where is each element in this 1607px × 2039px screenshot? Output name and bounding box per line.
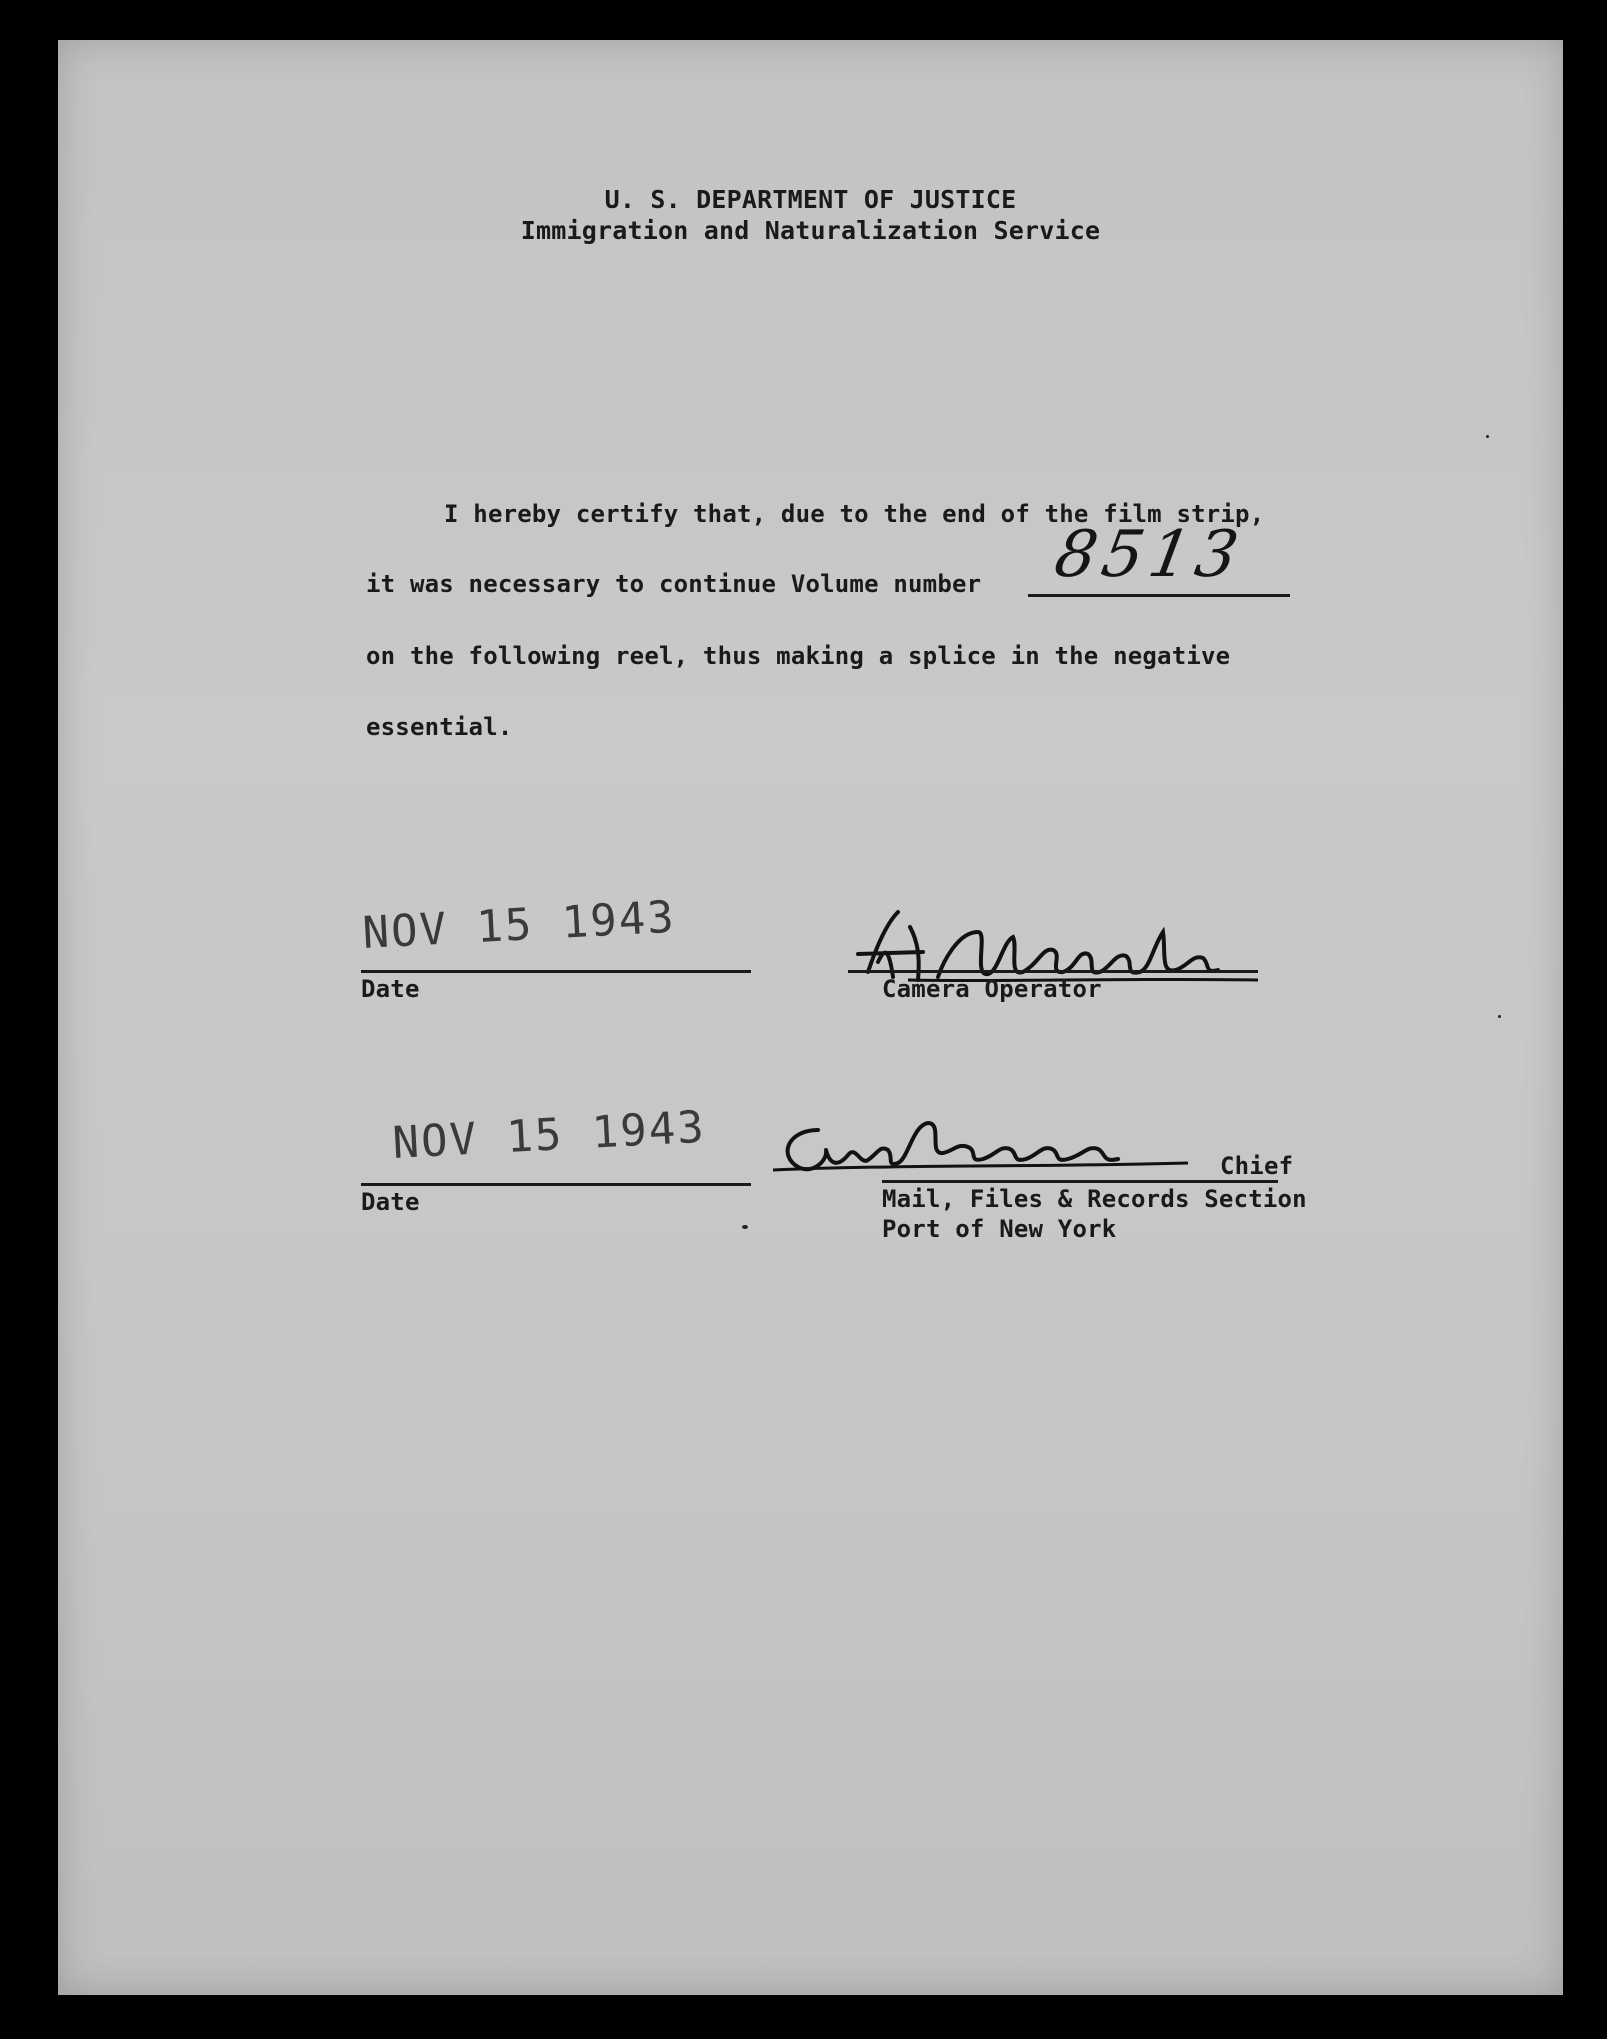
chief-section-line: Mail, Files & Records Section xyxy=(882,1185,1307,1213)
certification-line-4: essential. xyxy=(366,713,513,741)
date-stamp-1: NOV 15 1943 xyxy=(361,891,677,959)
certification-line-3: on the following reel, thus making a splice in the negative xyxy=(366,642,1231,670)
paper-speck xyxy=(1486,435,1489,438)
chief-title: Chief xyxy=(1220,1152,1294,1180)
paper-speck xyxy=(1498,1015,1501,1018)
date-label-1: Date xyxy=(361,975,420,1003)
handwritten-volume-number: 8513 xyxy=(1049,518,1250,592)
chief-port-line: Port of New York xyxy=(882,1215,1117,1243)
certification-line-2: it was necessary to continue Volume number xyxy=(366,570,982,598)
department-heading: U. S. DEPARTMENT OF JUSTICE xyxy=(604,185,1017,214)
certification-line-1: I hereby certify that, due to the end of the film strip, xyxy=(444,500,1265,528)
chief-signature xyxy=(768,1115,1208,1195)
date-label-2: Date xyxy=(361,1188,420,1216)
date-line-1 xyxy=(361,970,751,973)
date-line-2 xyxy=(361,1183,751,1186)
paper-speck xyxy=(742,1225,748,1229)
document-page xyxy=(58,40,1563,1995)
chief-signature-line xyxy=(882,1180,1278,1183)
date-stamp-2: NOV 15 1943 xyxy=(391,1101,707,1169)
camera-operator-title: Camera Operator xyxy=(882,975,1102,1003)
volume-number-underline xyxy=(1028,594,1290,597)
service-heading: Immigration and Naturalization Service xyxy=(520,216,1101,245)
camera-operator-line xyxy=(848,970,1258,973)
